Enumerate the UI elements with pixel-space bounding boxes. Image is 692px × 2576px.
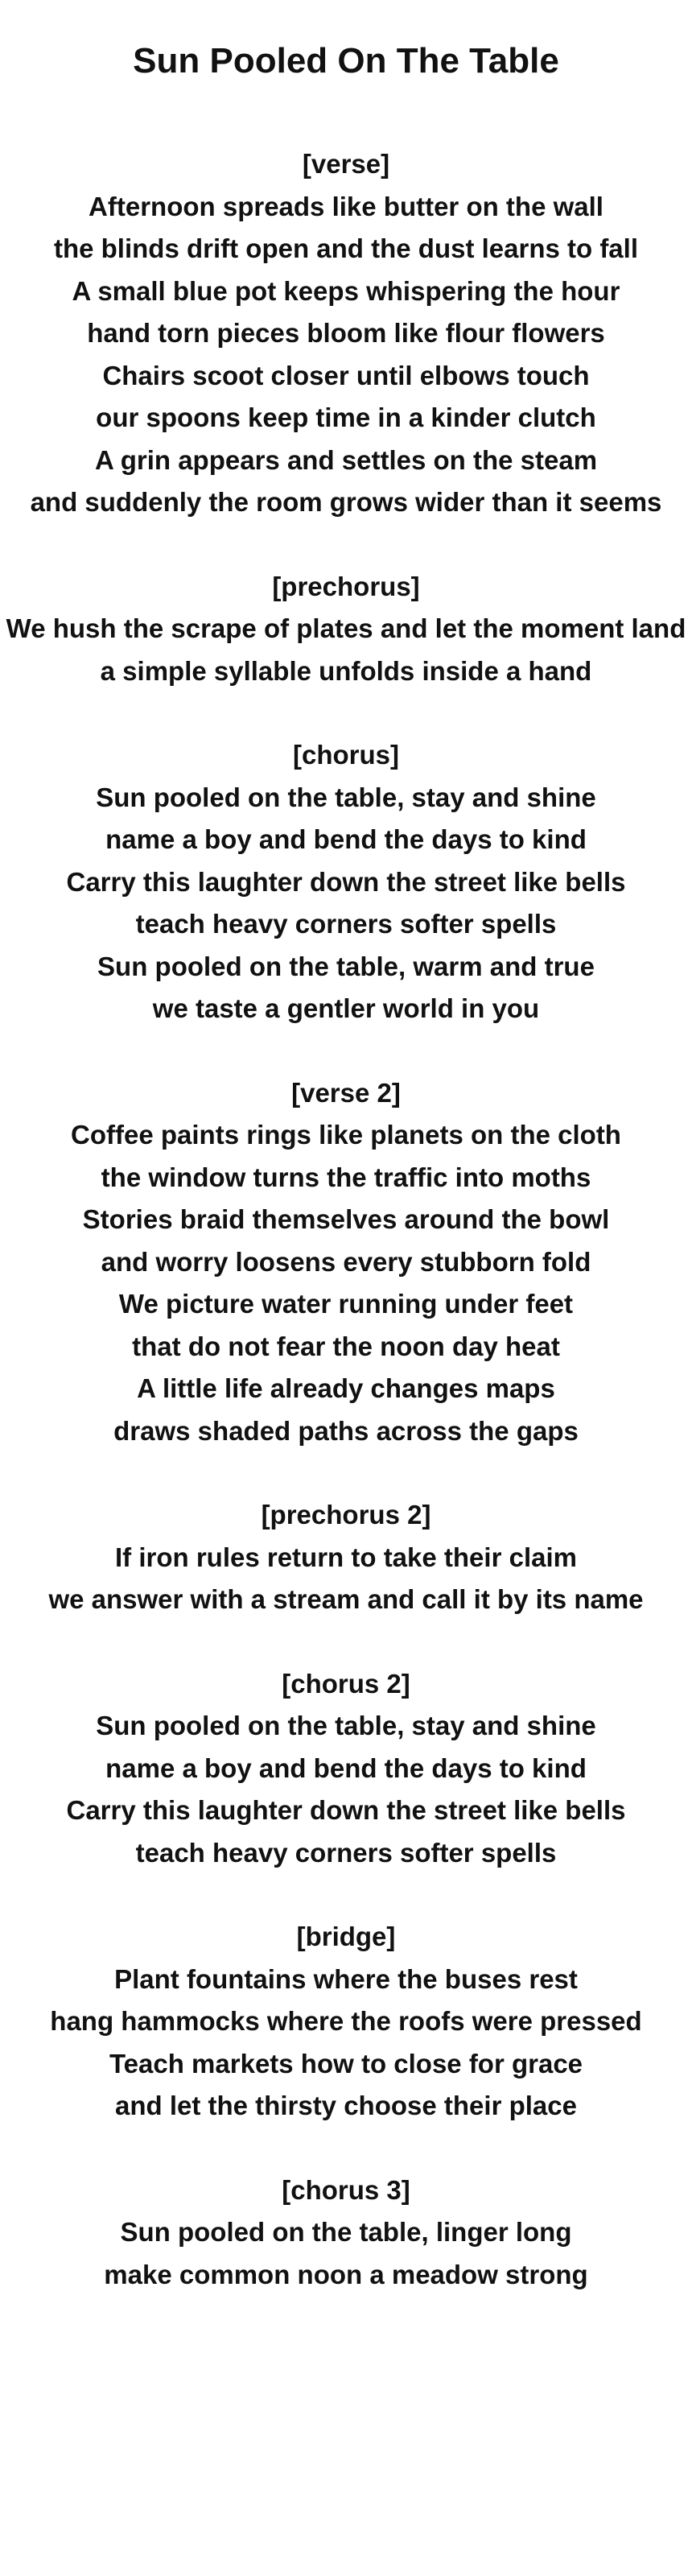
lyric-line: and suddenly the room grows wider than it seems (30, 487, 662, 517)
section-label: [verse] (302, 149, 390, 179)
lyric-line: we taste a gentler world in you (152, 993, 540, 1023)
lyric-line: We picture water running under feet (118, 1289, 574, 1319)
lyric-line: Sun pooled on the table, stay and shine (96, 1711, 596, 1740)
lyric-line: that do not fear the noon day heat (132, 1331, 560, 1361)
lyric-line: A small blue pot keeps whispering the hour (72, 275, 620, 306)
lyric-line: name a boy and bend the days to kind (105, 824, 587, 854)
lyric-line: the blinds drift open and the dust learns to fall (53, 233, 639, 263)
section-label: [prechorus] (272, 571, 420, 601)
lyric-line: Sun pooled on the table, linger long (120, 2217, 572, 2247)
song-title: Sun Pooled On The Table (133, 41, 559, 80)
lyric-section (0, 1916, 692, 2128)
lyric-section (0, 1494, 692, 1621)
lyric-line: we answer with a stream and call it by its name (48, 1584, 644, 1614)
lyric-line: Carry this laughter down the street like bells (66, 866, 626, 897)
lyric-line: Sun pooled on the table, stay and shine (96, 782, 596, 812)
lyric-line: and let the thirsty choose their place (115, 2091, 577, 2120)
lyric-line: teach heavy corners softer spells (135, 1837, 557, 1868)
lyric-line: our spoons keep time in a kinder clutch (96, 402, 596, 432)
lyric-line: A grin appears and settles on the steam (94, 444, 598, 475)
lyric-line: draws shaded paths across the gaps (113, 1415, 579, 1446)
lyric-line: hand torn pieces bloom like flour flowers (87, 318, 605, 348)
lyric-section (0, 734, 692, 1030)
lyric-section (0, 566, 692, 693)
lyric-line: Coffee paints rings like planets on the cloth (71, 1120, 621, 1150)
lyric-line: Afternoon spreads like butter on the wall (89, 191, 603, 221)
lyric-line: Chairs scoot closer until elbows touch (102, 360, 590, 390)
lyric-line: Stories braid themselves around the bowl (82, 1204, 610, 1234)
lyric-line: hang hammocks where the roofs were pressed (50, 2006, 642, 2036)
lyric-section (0, 1072, 692, 1453)
lyric-section (0, 2169, 692, 2297)
lyric-line: If iron rules return to take their claim (115, 1542, 577, 1572)
lyric-line: teach heavy corners softer spells (135, 909, 557, 939)
lyric-line: Plant fountains where the buses rest (114, 1963, 578, 1994)
section-label: [verse 2] (291, 1077, 401, 1108)
section-label: [chorus 2] (282, 1668, 410, 1699)
section-label: [bridge] (296, 1922, 396, 1951)
lyric-section (0, 143, 692, 524)
lyrics-body (0, 143, 692, 2338)
lyric-line: a simple syllable unfolds inside a hand (100, 655, 592, 686)
section-label: [chorus 3] (282, 2174, 410, 2205)
lyric-line: make common noon a meadow strong (104, 2259, 588, 2289)
lyric-line: A little life already changes maps (137, 1373, 555, 1403)
lyric-line: name a boy and bend the days to kind (105, 1752, 587, 1783)
lyric-line: and worry loosens every stubborn fold (101, 1246, 591, 1277)
section-label: [chorus] (293, 740, 399, 770)
lyric-section (0, 1663, 692, 1875)
lyric-line: Teach markets how to close for grace (109, 2048, 583, 2079)
lyric-line: Carry this laughter down the street like bells (66, 1795, 626, 1825)
lyric-line: the window turns the traffic into moths (101, 1162, 591, 1192)
lyric-line: We hush the scrape of plates and let the moment land (6, 613, 686, 643)
lyric-line: Sun pooled on the table, warm and true (97, 951, 595, 981)
section-label: [prechorus 2] (261, 1500, 431, 1530)
